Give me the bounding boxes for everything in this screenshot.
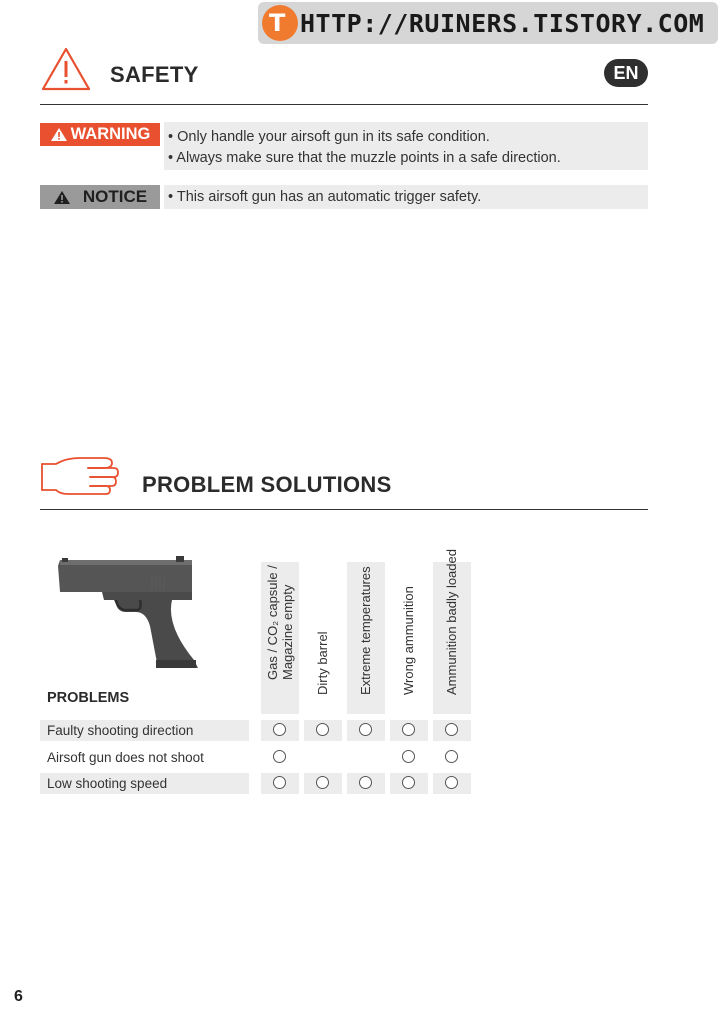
cause-column-dirty-barrel [304, 562, 342, 714]
page-number: 6 [14, 988, 23, 1005]
cause-label: Wrong ammunition [401, 586, 416, 695]
notice-label [40, 185, 160, 209]
warning-line: • Only handle your airsoft gun in its safe condition. [168, 129, 490, 145]
pistol-illustration [52, 556, 212, 674]
warning-text-box [164, 122, 648, 170]
check-circle-icon [316, 723, 329, 736]
table-cell [304, 720, 342, 741]
notice-text-box [164, 185, 648, 209]
pointing-hand-icon [40, 456, 120, 496]
check-circle-icon [273, 750, 286, 763]
cause-column-extreme-temperatures [347, 562, 385, 714]
problem-row-label: Airsoft gun does not shoot [47, 750, 204, 765]
warning-sign-icon [50, 127, 68, 142]
table-cell [433, 747, 471, 768]
safety-heading: SAFETY [110, 62, 199, 87]
language-badge: EN [604, 59, 648, 87]
table-cell [261, 747, 299, 768]
table-cell [261, 720, 299, 741]
table-cell [433, 773, 471, 794]
tistory-logo-icon: T [262, 5, 298, 41]
check-circle-icon [359, 776, 372, 789]
notice-label-text: NOTICE [82, 187, 148, 206]
check-circle-icon [402, 776, 415, 789]
table-cell [347, 720, 385, 741]
table-cell [433, 720, 471, 741]
problem-row-label: Faulty shooting direction [40, 720, 249, 741]
table-cell [304, 773, 342, 794]
cause-label: Gas / CO₂ capsule / [265, 565, 280, 680]
cause-label: Extreme temperatures [358, 566, 373, 695]
cause-label: Dirty barrel [315, 631, 330, 695]
table-cell [390, 720, 428, 741]
problem-solutions-divider [40, 509, 648, 510]
problems-label: PROBLEMS [47, 690, 130, 706]
check-circle-icon [273, 776, 286, 789]
table-cell [390, 773, 428, 794]
watermark-banner [258, 2, 718, 44]
cause-label: Ammunition badly loaded [444, 549, 459, 695]
notice-sign-icon [53, 190, 71, 205]
table-cell [390, 747, 428, 768]
watermark-url: HTTP://RUINERS.TISTORY.COM [300, 8, 705, 38]
problem-solutions-heading: PROBLEM SOLUTIONS [142, 472, 392, 497]
check-circle-icon [316, 776, 329, 789]
notice-line: • This airsoft gun has an automatic trigger safety. [168, 189, 482, 205]
check-circle-icon [402, 723, 415, 736]
check-circle-icon [445, 776, 458, 789]
warning-label [40, 123, 160, 146]
cause-label: Magazine empty [280, 584, 295, 680]
check-circle-icon [273, 723, 286, 736]
warning-line: • Always make sure that the muzzle points in a safe direction. [168, 150, 561, 166]
warning-label-text: WARNING [70, 125, 151, 143]
cause-column-wrong-ammunition [390, 562, 428, 714]
cause-column-ammunition-badly-loaded [433, 549, 471, 714]
check-circle-icon [445, 723, 458, 736]
check-circle-icon [445, 750, 458, 763]
table-cell [261, 773, 299, 794]
table-cell [347, 773, 385, 794]
check-circle-icon [359, 723, 372, 736]
warning-triangle-icon [40, 46, 92, 92]
cause-column-gas-empty [261, 562, 299, 714]
safety-divider [40, 104, 648, 105]
problem-row-label: Low shooting speed [40, 773, 249, 794]
check-circle-icon [402, 750, 415, 763]
